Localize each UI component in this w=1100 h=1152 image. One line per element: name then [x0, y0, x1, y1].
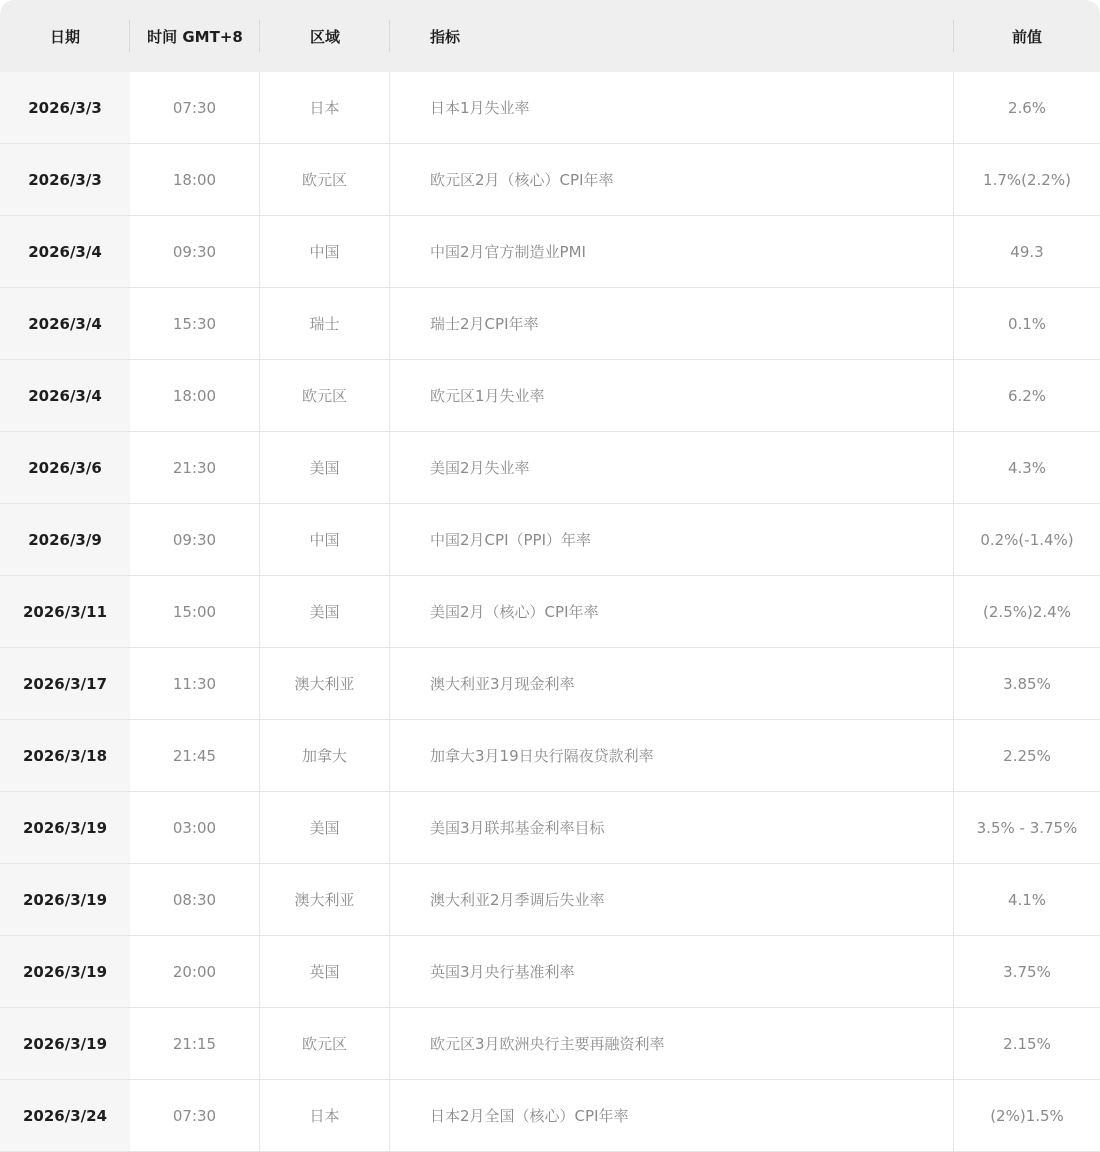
cell-date: 2026/3/19: [0, 1008, 130, 1079]
cell-time: 20:00: [130, 936, 260, 1007]
cell-indicator: 中国2月官方制造业PMI: [390, 216, 954, 287]
cell-time: 03:00: [130, 792, 260, 863]
table-row: [0, 144, 1100, 216]
cell-region: 中国: [260, 504, 390, 575]
cell-region: 日本: [260, 72, 390, 143]
cell-time: 11:30: [130, 648, 260, 719]
cell-indicator: 中国2月CPI（PPI）年率: [390, 504, 954, 575]
cell-previous: 0.1%: [1007, 314, 1047, 333]
cell-indicator: 欧元区1月失业率: [390, 360, 954, 431]
cell-indicator: 澳大利亚2月季调后失业率: [390, 864, 954, 935]
cell-previous: 2.6%: [1007, 98, 1047, 117]
table-row: [0, 72, 1100, 144]
cell-previous: (2.5%)2.4%: [983, 602, 1071, 621]
cell-region: 中国: [260, 216, 390, 287]
cell-indicator: 欧元区3月欧洲央行主要再融资利率: [390, 1008, 954, 1079]
cell-date: 2026/3/4: [0, 288, 130, 359]
table-row: [0, 648, 1100, 720]
cell-indicator: 日本1月失业率: [390, 72, 954, 143]
cell-previous: 49.3: [1010, 242, 1044, 261]
header-previous: 前值: [1011, 27, 1042, 46]
cell-time: 21:30: [130, 432, 260, 503]
cell-region: 英国: [260, 936, 390, 1007]
cell-date: 2026/3/19: [0, 864, 130, 935]
cell-time: 18:00: [130, 360, 260, 431]
cell-time: 15:00: [130, 576, 260, 647]
cell-time: 18:00: [130, 144, 260, 215]
table-row: [0, 360, 1100, 432]
cell-date: 2026/3/24: [0, 1080, 130, 1151]
cell-region: 欧元区: [260, 360, 390, 431]
cell-previous: (2%)1.5%: [990, 1106, 1064, 1125]
cell-region: 澳大利亚: [260, 648, 390, 719]
cell-previous: 0.2%(-1.4%): [980, 530, 1074, 549]
cell-indicator: 英国3月央行基准利率: [390, 936, 954, 1007]
cell-time: 08:30: [130, 864, 260, 935]
cell-date: 2026/3/18: [0, 720, 130, 791]
cell-previous: 2.25%: [1003, 746, 1051, 765]
cell-date: 2026/3/19: [0, 792, 130, 863]
cell-date: 2026/3/3: [0, 72, 130, 143]
table-row: [0, 936, 1100, 1008]
table-row: [0, 576, 1100, 648]
cell-date: 2026/3/4: [0, 360, 130, 431]
cell-date: 2026/3/17: [0, 648, 130, 719]
cell-region: 欧元区: [260, 1008, 390, 1079]
table-row: [0, 720, 1100, 792]
header-indicator: 指标: [390, 0, 954, 72]
cell-indicator: 瑞士2月CPI年率: [390, 288, 954, 359]
table-body: [0, 72, 1100, 1152]
table-row: [0, 288, 1100, 360]
cell-time: 21:15: [130, 1008, 260, 1079]
cell-indicator: 日本2月全国（核心）CPI年率: [390, 1080, 954, 1151]
cell-previous: 1.7%(2.2%): [983, 170, 1071, 189]
cell-region: 瑞士: [260, 288, 390, 359]
table-row: [0, 216, 1100, 288]
cell-indicator: 欧元区2月（核心）CPI年率: [390, 144, 954, 215]
cell-date: 2026/3/3: [0, 144, 130, 215]
header-time: 时间 GMT+8: [130, 0, 260, 72]
cell-region: 美国: [260, 432, 390, 503]
cell-region: 美国: [260, 792, 390, 863]
cell-previous: 3.85%: [1003, 674, 1051, 693]
cell-indicator: 美国3月联邦基金利率目标: [390, 792, 954, 863]
cell-previous: 6.2%: [1007, 386, 1047, 405]
table-header: [0, 0, 1100, 72]
cell-indicator: 澳大利亚3月现金利率: [390, 648, 954, 719]
header-date: 日期: [0, 0, 130, 72]
cell-time: 15:30: [130, 288, 260, 359]
cell-time: 09:30: [130, 504, 260, 575]
cell-date: 2026/3/19: [0, 936, 130, 1007]
table-row: [0, 432, 1100, 504]
cell-date: 2026/3/6: [0, 432, 130, 503]
cell-previous: 4.1%: [1007, 890, 1047, 909]
cell-time: 21:45: [130, 720, 260, 791]
table-row: [0, 1080, 1100, 1152]
cell-region: 日本: [260, 1080, 390, 1151]
table-row: [0, 1008, 1100, 1080]
table-row: [0, 792, 1100, 864]
cell-time: 07:30: [130, 1080, 260, 1151]
cell-date: 2026/3/11: [0, 576, 130, 647]
table-row: [0, 504, 1100, 576]
cell-region: 美国: [260, 576, 390, 647]
cell-indicator: 加拿大3月19日央行隔夜贷款利率: [390, 720, 954, 791]
cell-previous: 2.15%: [1003, 1034, 1051, 1053]
cell-time: 09:30: [130, 216, 260, 287]
table-row: [0, 864, 1100, 936]
cell-previous: 3.5% - 3.75%: [976, 818, 1078, 837]
cell-date: 2026/3/4: [0, 216, 130, 287]
cell-time: 07:30: [130, 72, 260, 143]
header-region: 区域: [260, 0, 390, 72]
cell-previous: 4.3%: [1007, 458, 1047, 477]
cell-region: 欧元区: [260, 144, 390, 215]
cell-region: 加拿大: [260, 720, 390, 791]
cell-indicator: 美国2月（核心）CPI年率: [390, 576, 954, 647]
cell-indicator: 美国2月失业率: [390, 432, 954, 503]
cell-date: 2026/3/9: [0, 504, 130, 575]
cell-previous: 3.75%: [1003, 962, 1051, 981]
cell-region: 澳大利亚: [260, 864, 390, 935]
